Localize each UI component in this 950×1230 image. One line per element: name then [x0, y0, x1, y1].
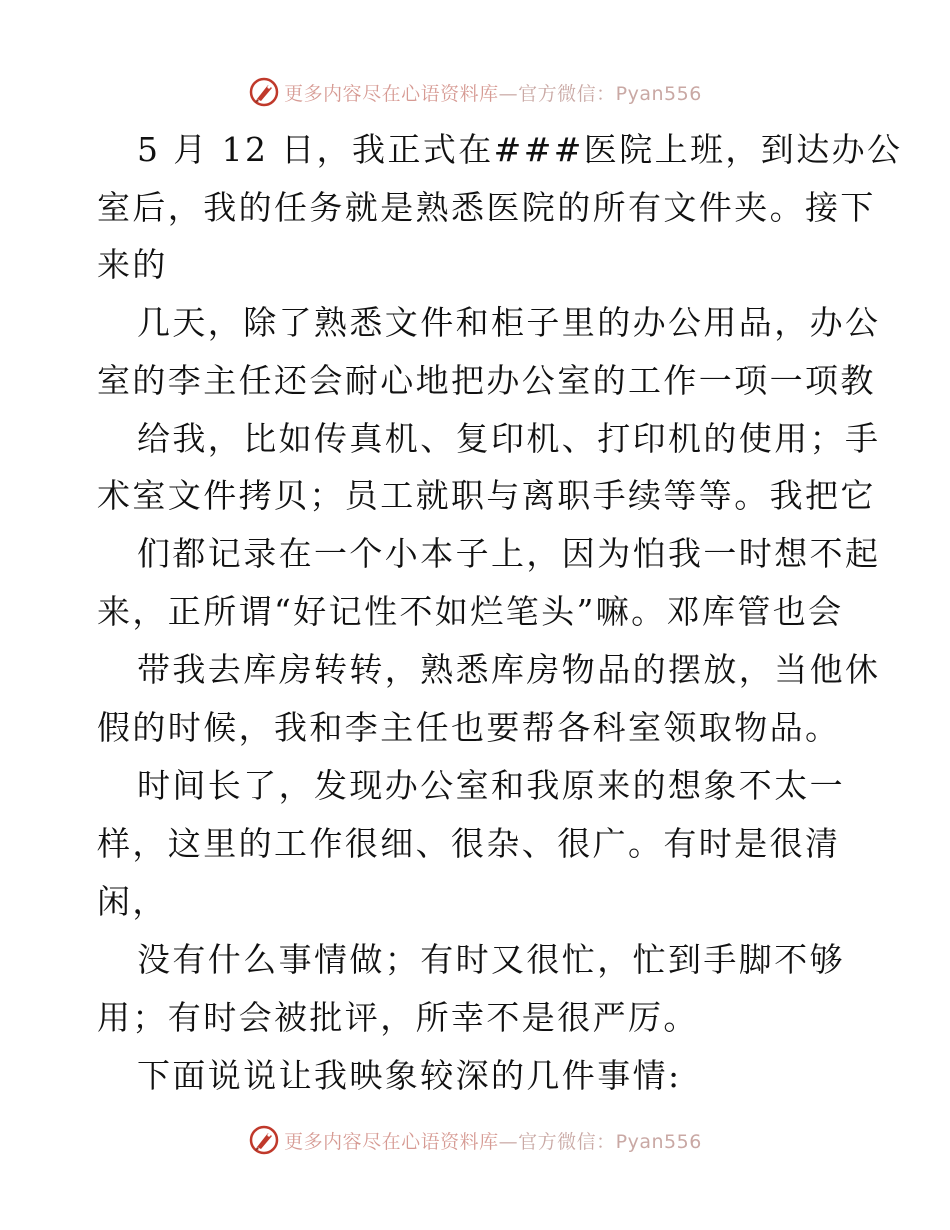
body-line: 带我去库房转转，熟悉库房物品的摆放，当他休: [137, 650, 881, 689]
footer-dash: —: [498, 1130, 519, 1153]
footer-banner: [0, 1120, 950, 1160]
body-line: 没有什么事情做；有时又很忙，忙到手脚不够: [137, 940, 845, 979]
body-line: 几天，除了熟悉文件和柜子里的办公用品，办公: [137, 303, 881, 342]
body-line: 来，正所谓“好记性不如烂笔头”嘛。邓库管也会: [97, 592, 844, 631]
body-line: 室后，我的任务就是熟悉医院的所有文件夹。接下: [97, 188, 876, 227]
pen-logo-icon: [248, 1124, 280, 1156]
footer-wechat: 官方微信：Pyan556: [518, 1130, 702, 1153]
body-line: 假的时候，我和李主任也要帮各科室领取物品。: [97, 708, 841, 747]
body-line: 给我，比如传真机、复印机、打印机的使用；手: [137, 419, 881, 458]
body-line: 用；有时会被批评，所幸不是很严厉。: [97, 998, 699, 1037]
header-dash: —: [498, 82, 519, 105]
body-line: 室的李主任还会耐心地把办公室的工作一项一项教: [97, 361, 876, 400]
footer-text: [284, 1127, 702, 1154]
body-line: 们都记录在一个小本子上，因为怕我一时想不起: [137, 534, 881, 573]
body-line: 下面说说让我映象较深的几件事情:: [137, 1056, 682, 1095]
body-line: 来的: [97, 245, 168, 284]
header-wechat: 官方微信：Pyan556: [518, 82, 702, 105]
body-line: 样，这里的工作很细、很杂、很广。有时是很清: [97, 824, 841, 863]
body-line: 5 月 12 日，我正式在###医院上班，到达办公: [137, 130, 903, 169]
footer-site: 更多内容尽在心语资料库: [284, 1130, 499, 1153]
body-line: 术室文件拷贝；员工就职与离职手续等等。我把它: [97, 476, 876, 515]
header-site: 更多内容尽在心语资料库: [284, 82, 499, 105]
body-line: 时间长了，发现办公室和我原来的想象不太一: [137, 766, 845, 805]
body-line: 闲，: [97, 882, 168, 921]
